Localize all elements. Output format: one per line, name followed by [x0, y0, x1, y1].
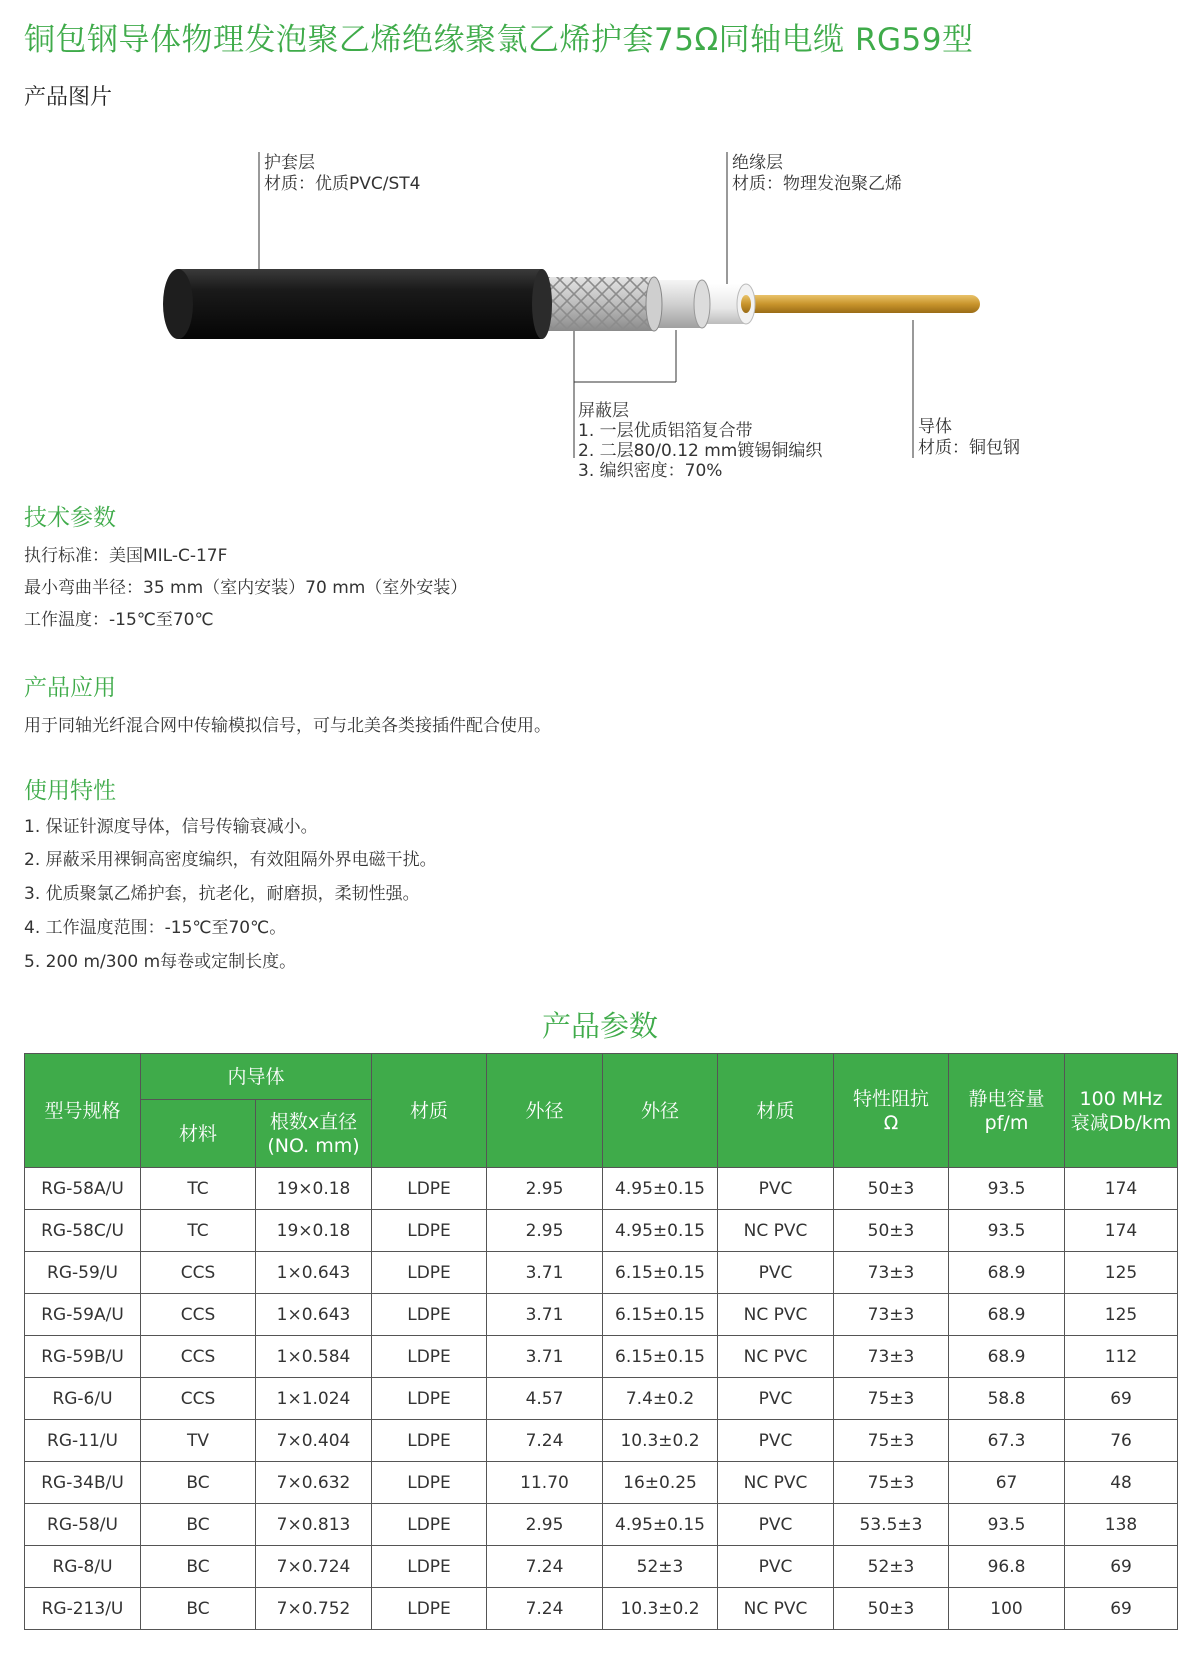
cell-model: RG-58/U	[25, 1504, 141, 1546]
cell-impedance: 50±3	[834, 1210, 949, 1252]
cell-capacitance: 58.8	[949, 1378, 1065, 1420]
cell-insulation-material: LDPE	[372, 1294, 487, 1336]
cell-jacket-material: NC PVC	[718, 1210, 834, 1252]
table-row	[25, 1336, 1178, 1378]
cell-attenuation: 174	[1065, 1210, 1178, 1252]
cell-capacitance: 96.8	[949, 1546, 1065, 1588]
cell-inner-count: 7×0.752	[256, 1588, 372, 1630]
cell-insulation-diameter: 2.95	[487, 1168, 603, 1210]
cell-inner-count: 1×1.024	[256, 1378, 372, 1420]
table-title: 产品参数	[541, 1009, 658, 1043]
cell-insulation-diameter: 11.70	[487, 1462, 603, 1504]
cell-inner-count: 1×0.643	[256, 1252, 372, 1294]
cell-model: RG-59/U	[25, 1252, 141, 1294]
cell-model: RG-34B/U	[25, 1462, 141, 1504]
cell-model: RG-6/U	[25, 1378, 141, 1420]
feature-item: 1. 保证针源度导体，信号传输衰减小。	[24, 817, 318, 837]
cell-insulation-material: LDPE	[372, 1462, 487, 1504]
cell-inner-material: TC	[141, 1210, 256, 1252]
table-row	[25, 1504, 1178, 1546]
cell-inner-material: CCS	[141, 1378, 256, 1420]
cell-outer-diameter: 4.95±0.15	[603, 1210, 718, 1252]
feature-item: 3. 优质聚氯乙烯护套，抗老化，耐磨损，柔韧性强。	[24, 884, 420, 904]
cell-insulation-material: LDPE	[372, 1546, 487, 1588]
th-attenuation-line: 100 MHz	[1079, 1087, 1163, 1110]
th-insulation-diameter: 外径	[487, 1054, 603, 1168]
application-heading: 产品应用	[24, 675, 116, 701]
cell-inner-material: BC	[141, 1588, 256, 1630]
jacket-name: 护套层	[264, 153, 315, 173]
cell-insulation-material: LDPE	[372, 1420, 487, 1462]
th-outer-diameter: 外径	[603, 1054, 718, 1168]
features-heading: 使用特性	[24, 778, 116, 804]
cell-inner-count: 7×0.813	[256, 1504, 372, 1546]
cell-jacket-material: PVC	[718, 1546, 834, 1588]
cell-inner-count: 1×0.643	[256, 1294, 372, 1336]
tech-line: 执行标准：美国MIL-C-17F	[24, 546, 228, 566]
conductor-name: 导体	[918, 417, 952, 437]
cell-capacitance: 93.5	[949, 1210, 1065, 1252]
th-inner-count	[256, 1100, 372, 1168]
conductor-material: 材质：铜包钢	[918, 438, 1020, 458]
cell-attenuation: 125	[1065, 1294, 1178, 1336]
cell-impedance: 50±3	[834, 1588, 949, 1630]
th-capacitance	[949, 1054, 1065, 1168]
cell-model: RG-213/U	[25, 1588, 141, 1630]
jacket-material: 材质：优质PVC/ST4	[264, 174, 421, 194]
cell-attenuation: 138	[1065, 1504, 1178, 1546]
cell-impedance: 53.5±3	[834, 1504, 949, 1546]
th-inner-count-line: (NO. mm)	[267, 1134, 360, 1157]
cell-outer-diameter: 4.95±0.15	[603, 1504, 718, 1546]
tech-line: 工作温度：-15℃至70℃	[24, 610, 214, 630]
th-capacitance-line: pf/m	[984, 1111, 1029, 1134]
cell-jacket-material: NC PVC	[718, 1588, 834, 1630]
cell-jacket-material: NC PVC	[718, 1294, 834, 1336]
cell-attenuation: 76	[1065, 1420, 1178, 1462]
cell-outer-diameter: 16±0.25	[603, 1462, 718, 1504]
cell-insulation-material: LDPE	[372, 1588, 487, 1630]
table-row	[25, 1462, 1178, 1504]
table-row	[25, 1420, 1178, 1462]
application-text: 用于同轴光纤混合网中传输模拟信号，可与北美各类接插件配合使用。	[24, 716, 551, 736]
cell-capacitance: 67.3	[949, 1420, 1065, 1462]
tech-line: 最小弯曲半径：35 mm（室内安装）70 mm（室外安装）	[24, 578, 468, 598]
cell-impedance: 75±3	[834, 1462, 949, 1504]
cell-insulation-material: LDPE	[372, 1252, 487, 1294]
cell-jacket-material: PVC	[718, 1168, 834, 1210]
cell-inner-material: BC	[141, 1462, 256, 1504]
params-table	[24, 1053, 1178, 1630]
cell-impedance: 75±3	[834, 1378, 949, 1420]
table-row	[25, 1210, 1178, 1252]
cell-model: RG-58A/U	[25, 1168, 141, 1210]
cell-outer-diameter: 6.15±0.15	[603, 1294, 718, 1336]
cell-insulation-diameter: 3.71	[487, 1336, 603, 1378]
cell-inner-count: 19×0.18	[256, 1210, 372, 1252]
th-inner-conductor: 内导体	[141, 1054, 372, 1100]
cell-impedance: 52±3	[834, 1546, 949, 1588]
table-body	[25, 1168, 1178, 1630]
cell-insulation-diameter: 2.95	[487, 1504, 603, 1546]
cell-capacitance: 100	[949, 1588, 1065, 1630]
cell-jacket-material: PVC	[718, 1252, 834, 1294]
cell-outer-diameter: 7.4±0.2	[603, 1378, 718, 1420]
cell-capacitance: 93.5	[949, 1168, 1065, 1210]
cell-outer-diameter: 6.15±0.15	[603, 1336, 718, 1378]
cell-insulation-diameter: 7.24	[487, 1546, 603, 1588]
cell-inner-count: 1×0.584	[256, 1336, 372, 1378]
cell-jacket-material: PVC	[718, 1378, 834, 1420]
shield-line: 3. 编织密度：70%	[578, 461, 723, 481]
th-impedance-line: 特性阻抗	[853, 1087, 930, 1110]
th-inner-count-line: 根数x直径	[269, 1110, 358, 1133]
cell-attenuation: 112	[1065, 1336, 1178, 1378]
cell-capacitance: 67	[949, 1462, 1065, 1504]
cell-inner-material: BC	[141, 1504, 256, 1546]
cell-impedance: 73±3	[834, 1294, 949, 1336]
cell-jacket-material: NC PVC	[718, 1462, 834, 1504]
cell-capacitance: 68.9	[949, 1252, 1065, 1294]
shield-name: 屏蔽层	[578, 401, 629, 421]
conductor-core	[740, 295, 980, 313]
cell-insulation-material: LDPE	[372, 1336, 487, 1378]
th-inner-material: 材料	[141, 1100, 256, 1168]
table-row	[25, 1294, 1178, 1336]
cell-inner-count: 7×0.404	[256, 1420, 372, 1462]
cell-outer-diameter: 52±3	[603, 1546, 718, 1588]
jacket-layer	[178, 269, 542, 339]
cell-model: RG-58C/U	[25, 1210, 141, 1252]
table-row	[25, 1168, 1178, 1210]
cell-attenuation: 69	[1065, 1546, 1178, 1588]
table-row	[25, 1588, 1178, 1630]
insulation-name: 绝缘层	[732, 153, 783, 173]
cell-insulation-material: LDPE	[372, 1210, 487, 1252]
cell-insulation-diameter: 4.57	[487, 1378, 603, 1420]
shield-line: 1. 一层优质铝箔复合带	[578, 421, 753, 441]
cell-insulation-diameter: 2.95	[487, 1210, 603, 1252]
table-row	[25, 1378, 1178, 1420]
cell-inner-material: TC	[141, 1168, 256, 1210]
cell-capacitance: 68.9	[949, 1336, 1065, 1378]
cell-insulation-diameter: 7.24	[487, 1588, 603, 1630]
cell-attenuation: 48	[1065, 1462, 1178, 1504]
cell-inner-material: TV	[141, 1420, 256, 1462]
jacket-label	[264, 153, 420, 195]
cell-attenuation: 69	[1065, 1378, 1178, 1420]
cell-impedance: 73±3	[834, 1336, 949, 1378]
feature-item: 4. 工作温度范围：-15℃至70℃。	[24, 918, 287, 938]
shield-label	[578, 401, 822, 481]
shield-line: 2. 二层80/0.12 mm镀锡铜编织	[578, 441, 823, 461]
product-image-heading: 产品图片	[24, 85, 113, 110]
cell-capacitance: 68.9	[949, 1294, 1065, 1336]
page-title: 铜包钢导体物理发泡聚乙烯绝缘聚氯乙烯护套75Ω同轴电缆 RG59型	[24, 22, 974, 58]
cell-outer-diameter: 4.95±0.15	[603, 1168, 718, 1210]
th-attenuation	[1065, 1054, 1178, 1168]
cell-inner-material: CCS	[141, 1336, 256, 1378]
cell-insulation-material: LDPE	[372, 1168, 487, 1210]
cell-attenuation: 125	[1065, 1252, 1178, 1294]
cell-attenuation: 174	[1065, 1168, 1178, 1210]
feature-item: 2. 屏蔽采用裸铜高密度编织，有效阻隔外界电磁干扰。	[24, 850, 437, 870]
cell-insulation-diameter: 3.71	[487, 1294, 603, 1336]
cell-impedance: 50±3	[834, 1168, 949, 1210]
cell-impedance: 75±3	[834, 1420, 949, 1462]
th-impedance-line: Ω	[883, 1111, 899, 1134]
cell-jacket-material: NC PVC	[718, 1336, 834, 1378]
tech-heading: 技术参数	[24, 505, 116, 531]
insulation-label	[732, 153, 902, 195]
cell-inner-material: BC	[141, 1546, 256, 1588]
cell-inner-count: 7×0.632	[256, 1462, 372, 1504]
cell-outer-diameter: 10.3±0.2	[603, 1588, 718, 1630]
cell-inner-material: CCS	[141, 1252, 256, 1294]
cell-insulation-material: LDPE	[372, 1378, 487, 1420]
th-insulation-material: 材质	[372, 1054, 487, 1168]
cell-insulation-diameter: 7.24	[487, 1420, 603, 1462]
cell-inner-material: CCS	[141, 1294, 256, 1336]
cell-inner-count: 7×0.724	[256, 1546, 372, 1588]
table-row	[25, 1546, 1178, 1588]
cell-outer-diameter: 10.3±0.2	[603, 1420, 718, 1462]
th-attenuation-line: 衰减Db/km	[1070, 1111, 1172, 1134]
cell-model: RG-8/U	[25, 1546, 141, 1588]
cell-outer-diameter: 6.15±0.15	[603, 1252, 718, 1294]
cell-jacket-material: PVC	[718, 1420, 834, 1462]
cell-model: RG-11/U	[25, 1420, 141, 1462]
table-row	[25, 1252, 1178, 1294]
cell-model: RG-59B/U	[25, 1336, 141, 1378]
conductor-label	[918, 417, 1020, 459]
th-model: 型号规格	[25, 1054, 141, 1168]
th-capacitance-line: 静电容量	[968, 1087, 1045, 1110]
cell-jacket-material: PVC	[718, 1504, 834, 1546]
cell-inner-count: 19×0.18	[256, 1168, 372, 1210]
cell-insulation-diameter: 3.71	[487, 1252, 603, 1294]
feature-item: 5. 200 m/300 m每卷或定制长度。	[24, 952, 297, 972]
th-impedance	[834, 1054, 949, 1168]
cell-attenuation: 69	[1065, 1588, 1178, 1630]
cell-insulation-material: LDPE	[372, 1504, 487, 1546]
cell-capacitance: 93.5	[949, 1504, 1065, 1546]
cell-impedance: 73±3	[834, 1252, 949, 1294]
cell-model: RG-59A/U	[25, 1294, 141, 1336]
insulation-material: 材质：物理发泡聚乙烯	[732, 174, 902, 194]
th-jacket-material: 材质	[718, 1054, 834, 1168]
